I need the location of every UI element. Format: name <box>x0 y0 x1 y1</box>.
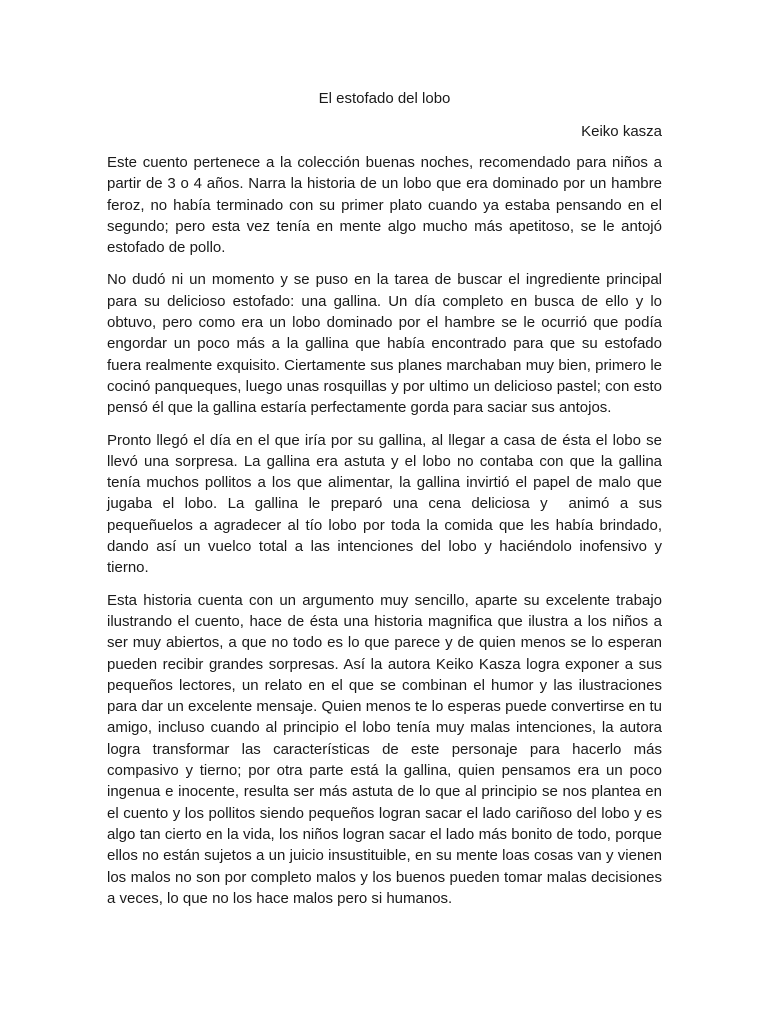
document-author: Keiko kasza <box>581 123 662 140</box>
document-title: El estofado del lobo <box>318 90 451 107</box>
paragraph-4: Esta historia cuenta con un argumento muy sencillo, aparte su excelente trabajo ilustrando el cuento, hace de ésta una historia magnifica que ilustra a los niños a ser muy abiertos, a que no todo es lo que parece y de quien menos se lo esperan pueden recibir grandes sorpresas. Así la autora Keiko Kasza logra exponer a sus pequeños lectores, un relato en el que se combinan el humor y las ilustraciones para dar un excelente mensaje. Quien menos te lo esperas puede convertirse en tu amigo, incluso cuando al principio el lobo tenía muy malas intenciones, la autora logra transformar las características de este personaje para hacerlo más compasivo y tierno; por otra parte está la gallina, quien pensamos era un poco ingenua e inocente, resulta ser más astuta de lo que al principio se nos plantea en el cuento y los pollitos siendo pequeños logran sacar el lado cariñoso del lobo y es algo tan cierto en la vida, los niños logran sacar el lado más bonito de todo, porque ellos no están sujetos a un juicio insustituible, en su mente loas cosas van y vienen los malos no son por completo malos y los buenos pueden tomar malas decisiones a veces, lo que no los hace malos pero si humanos. <box>107 591 667 907</box>
document-page <box>107 88 667 920</box>
paragraph-3: Pronto llegó el día en el que iría por su gallina, al llegar a casa de ésta el lobo se llevó una sorpresa. La gallina era astuta y el lobo no contaba con que la gallina tenía muchos pollitos a los que alimentar, la gallina invirtió el papel de malo que jugaba el lobo. La gallina le preparó una cena deliciosa y animó a sus pequeñuelos a agradecer al tío lobo por toda la comida que les había brindado, dando así un vuelco total a las intenciones del lobo y haciéndolo inofensivo y tierno. <box>107 431 667 577</box>
paragraph-1: Este cuento pertenece a la colección buenas noches, recomendado para niños a partir de 3 o 4 años. Narra la historia de un lobo que era dominado por un hambre feroz, no había terminado con su primer plato cuando ya estaba pensando en el segundo; pero esta vez tenía en mente algo mucho más apetitoso, se le antojó estofado de pollo. <box>107 154 667 257</box>
paragraph-2: No dudó ni un momento y se puso en la tarea de buscar el ingrediente principal para su delicioso estofado: una gallina. Un día completo en busca de ello y lo obtuvo, pero como era un lobo dominado por el hambre se le ocurrió que podía engordar un poco más a la gallina que había encontrado para que su estofado fuera realmente exquisito. Ciertamente sus planes marchaban muy bien, primero le cocinó panqueques, luego unas rosquillas y por ultimo un delicioso pastel; con esto pensó él que la gallina estaría perfectamente gorda para saciar sus antojos. <box>107 271 667 417</box>
